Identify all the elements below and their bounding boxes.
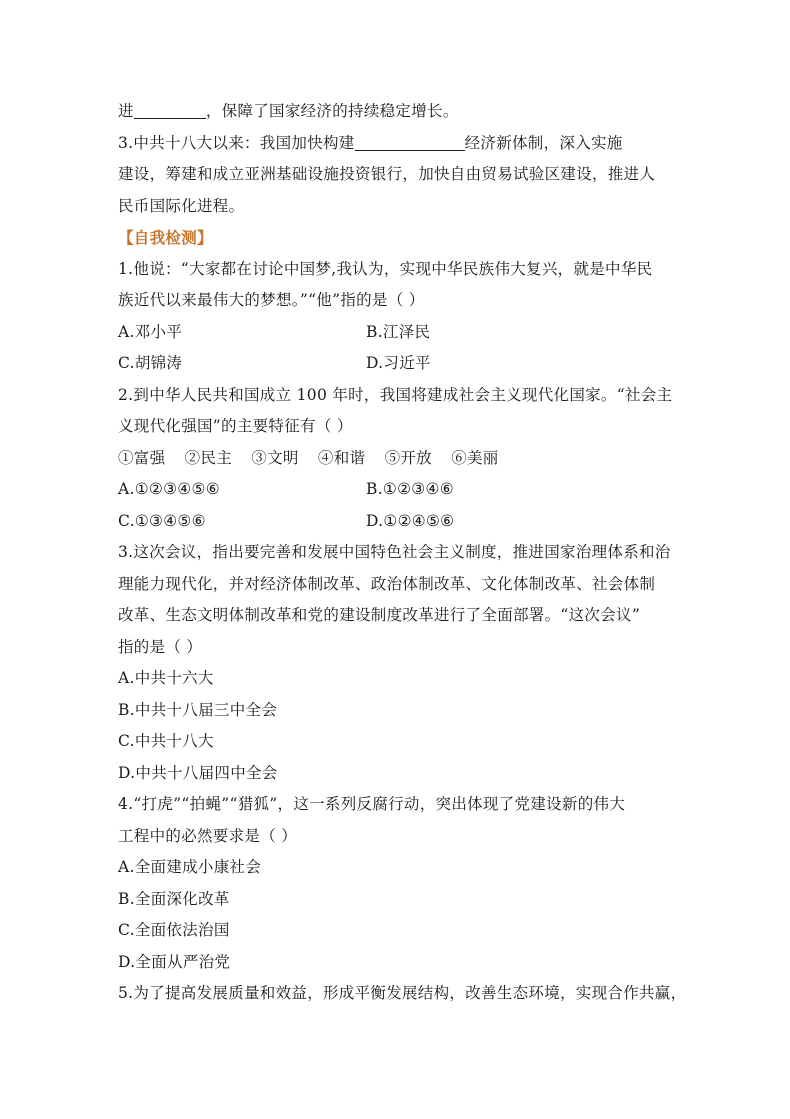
q4-stem-line-1: 4.“打虎”“拍蝇”“猎狐”，这一系列反腐行动，突出体现了党建设新的伟大 <box>118 795 626 813</box>
q2-option-c[interactable]: C.①③④⑤⑥ <box>118 511 206 530</box>
q2-stem-line-1: 2.到中华人民共和国成立 100 年时，我国将建成社会主义现代化国家。“社会主 <box>118 385 673 404</box>
intro-line-1: 进 ，保障了国家经济的持续稳定增长。 <box>118 96 678 128</box>
q3-option-b[interactable]: B.中共十八届三中全会 <box>118 700 278 719</box>
q2-options-row-1 <box>118 474 678 506</box>
q3-stem-line-2: 理能力现代化，并对经济体制改革、政治体制改革、文化体制改革、社会体制 <box>118 574 656 593</box>
q1-option-a[interactable]: A.邓小平 <box>118 322 183 341</box>
q3-option-d[interactable]: D.中共十八届四中全会 <box>118 763 278 782</box>
q2-item: ①富强 <box>118 448 166 467</box>
q4-stem-line-2: 工程中的必然要求是（ ） <box>118 826 298 845</box>
q2-item: ②民主 <box>184 448 233 467</box>
q2-item: ⑤开放 <box>384 448 432 467</box>
q5-stem-line-1: 5.为了提高发展质量和效益，形成平衡发展结构，改善生态环境，实现合作共赢， <box>118 984 687 1002</box>
q4-option-d[interactable]: D.全面从严治党 <box>118 952 231 971</box>
q4-option-c[interactable]: C.全面依法治国 <box>118 921 230 939</box>
q4-option-b[interactable]: B.全面深化改革 <box>118 889 230 908</box>
q3-stem-line-3: 改革、生态文明体制改革和党的建设制度改革进行了全面部署。“这次会议” <box>118 606 641 624</box>
intro-line-2: 3.中共十八大以来：我国加快构建 经济新体制，深入实施 <box>118 128 678 160</box>
q4-option-a[interactable]: A.全面建成小康社会 <box>118 858 262 876</box>
q2-option-a[interactable]: A.①②③④⑤⑥ <box>118 480 220 498</box>
q2-item-list <box>118 443 678 475</box>
q1-options-row-1 <box>118 317 678 349</box>
q1-stem-line-1: 1.他说：“大家都在讨论中国梦,我认为，实现中华民族伟大复兴，就是中华民 <box>118 259 653 278</box>
intro-line-4: 民币国际化进程。 <box>118 196 245 215</box>
q2-item: ⑥美丽 <box>451 448 499 467</box>
q2-item: ④和谐 <box>317 448 366 467</box>
q1-option-c[interactable]: C.胡锦涛 <box>118 354 183 372</box>
q3-stem-line-1: 3.这次会议，指出要完善和发展中国特色社会主义制度，推进国家治理体系和治 <box>118 543 671 561</box>
q1-option-d[interactable]: D.习近平 <box>366 354 431 372</box>
q2-option-b[interactable]: B.①②③④⑥ <box>366 480 454 498</box>
fill-blank-2[interactable] <box>355 130 465 151</box>
q2-item: ③文明 <box>251 448 299 467</box>
q2-options-row-2 <box>118 506 678 538</box>
q3-option-c[interactable]: C.中共十八大 <box>118 732 214 750</box>
q1-stem-line-2: 族近代以来最伟大的梦想。”“他”指的是（ ） <box>118 291 425 309</box>
q2-option-d[interactable]: D.①②④⑤⑥ <box>366 511 455 530</box>
q2-stem-line-2: 义现代化强国”的主要特征有（ ） <box>118 417 353 435</box>
section-title-self-check: 【自我检测】 <box>118 228 213 247</box>
q1-options-row-2 <box>118 348 678 380</box>
q3-stem-line-4: 指的是（ ） <box>118 637 203 656</box>
fill-blank-1[interactable] <box>134 98 206 119</box>
q1-option-b[interactable]: B.江泽民 <box>366 322 431 341</box>
intro-line-3: 建设，筹建和成立亚洲基础设施投资银行，加快自由贸易试验区建设，推进人 <box>118 165 656 183</box>
document-page <box>118 96 687 1010</box>
q3-option-a[interactable]: A.中共十六大 <box>118 669 214 687</box>
